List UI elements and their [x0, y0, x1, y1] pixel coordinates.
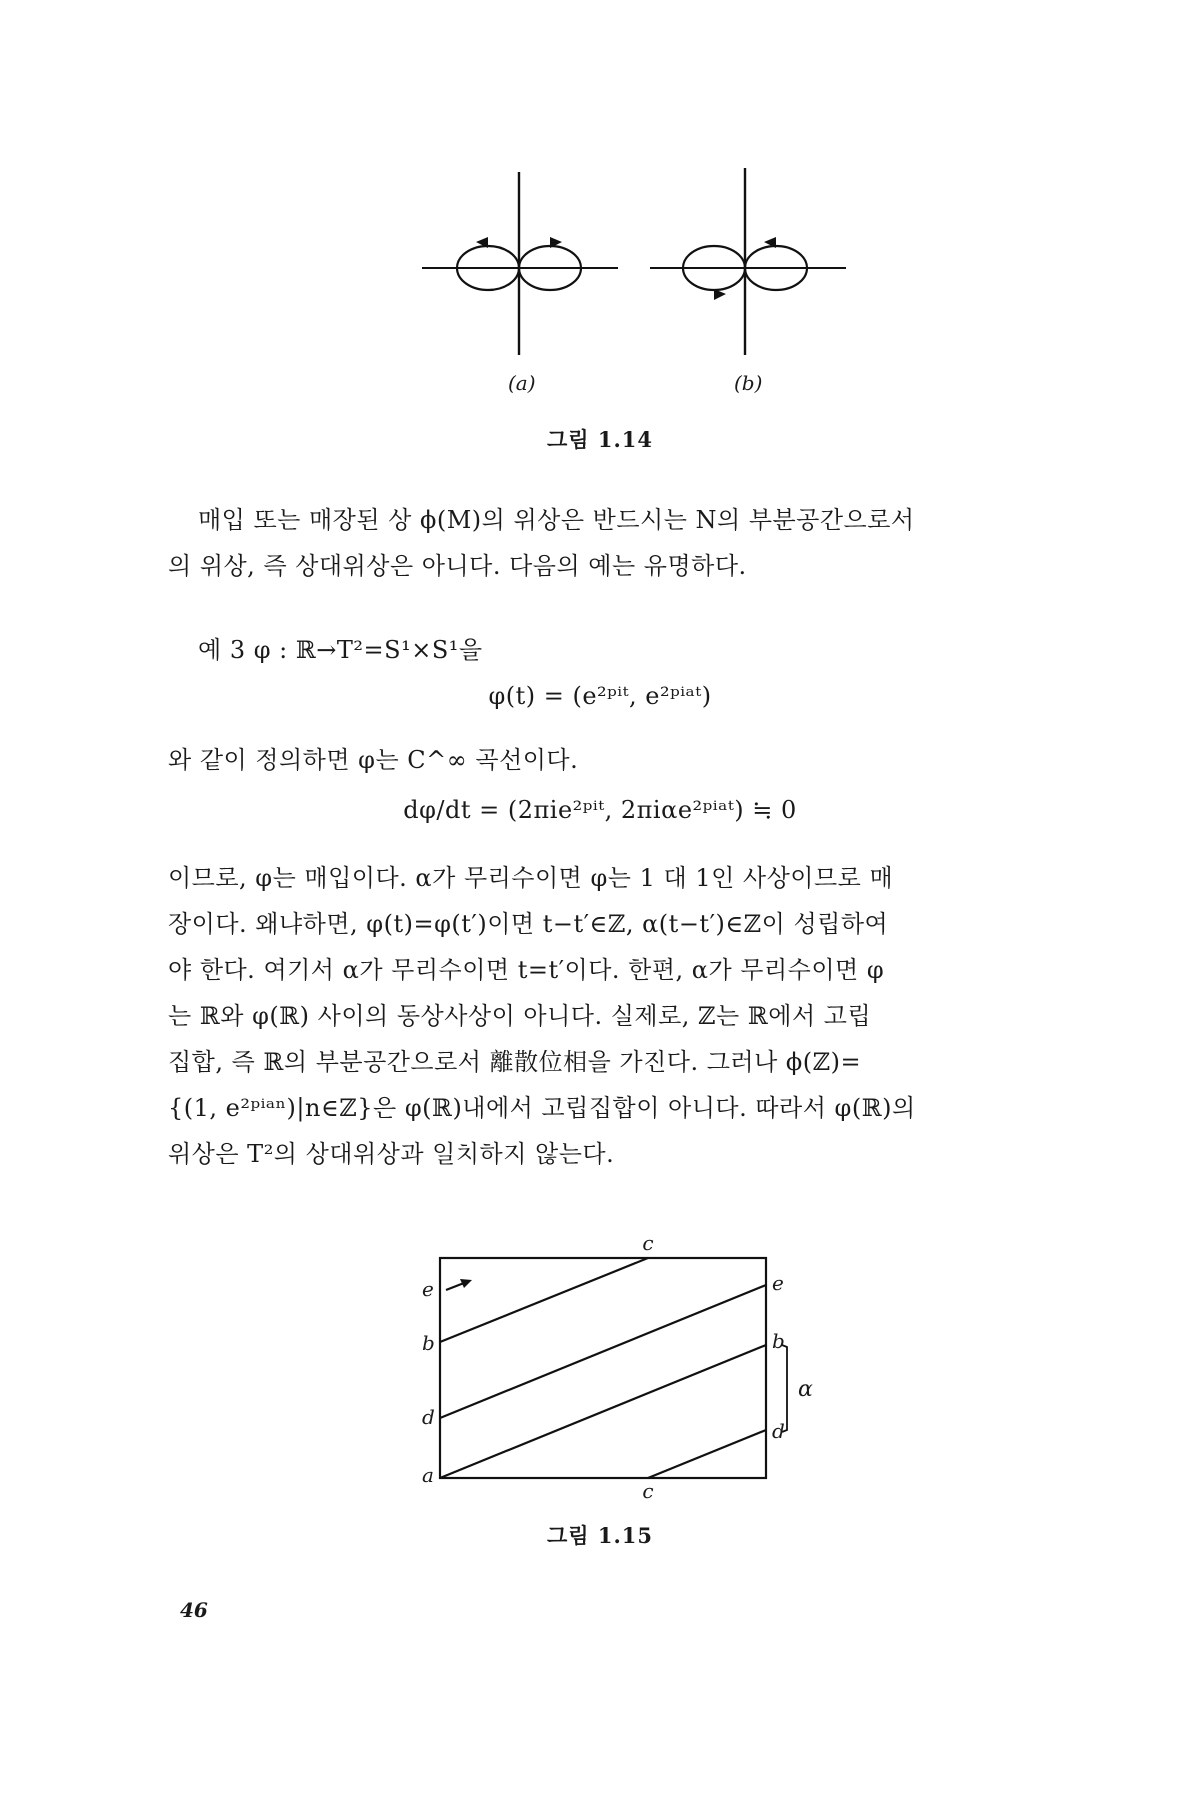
paragraph-2-line-7: 위상은 T²의 상대위상과 일치하지 않는다. [168, 1140, 615, 1168]
label-c-top: c [642, 1231, 654, 1255]
winding-line-2 [440, 1285, 766, 1418]
label-a: a [422, 1463, 434, 1487]
winding-line-4 [648, 1430, 766, 1478]
figure-1-14 [400, 160, 880, 400]
torus-square [440, 1258, 766, 1478]
label-alpha: α [798, 1377, 813, 1402]
paragraph-2-line-1: 이므로, φ는 매입이다. α가 무리수이면 φ는 1 대 1인 사상이므로 매 [168, 864, 894, 892]
paragraph-2-line-2: 장이다. 왜냐하면, φ(t)=φ(t′)이면 t−t′∈ℤ, α(t−t′)∈ℤ이 성립하여 [168, 910, 889, 938]
figure-1-14b-lemniscate [650, 168, 846, 355]
figure-1-14a-lemniscate [422, 172, 618, 355]
direction-arrow [446, 1279, 472, 1290]
figure-1-15 [400, 1230, 840, 1500]
example-3-formula-1: φ(t) = (e²ᵖⁱᵗ, e²ᵖⁱᵃᵗ) [488, 682, 712, 710]
figure-1-14b-label: (b) [734, 371, 763, 395]
winding-line-1 [440, 1258, 648, 1342]
label-d-right: d [772, 1419, 785, 1443]
label-e-right: e [772, 1271, 784, 1295]
label-c-bottom: c [642, 1479, 654, 1500]
example-3-formula-2: dφ/dt = (2πie²ᵖⁱᵗ, 2πiαe²ᵖⁱᵃᵗ) ≒ 0 [403, 796, 797, 824]
paragraph-2-line-5: 집합, 즉 ℝ의 부분공간으로서 離散位相을 가진다. 그러나 ϕ(ℤ)= [168, 1048, 862, 1076]
paragraph-2-line-6: {(1, e²ᵖⁱᵃⁿ)|n∈ℤ}은 φ(ℝ)내에서 고립집합이 아니다. 따라서 φ(ℝ)의 [168, 1094, 916, 1122]
example-3-text: 와 같이 정의하면 φ는 C^∞ 곡선이다. [168, 746, 579, 774]
paragraph-2-line-4: 는 ℝ와 φ(ℝ) 사이의 동상사상이 아니다. 실제로, ℤ는 ℝ에서 고립 [168, 1002, 872, 1030]
example-3-header: 예 3 φ : ℝ→T²=S¹×S¹을 [198, 636, 483, 664]
label-b-right: b [772, 1329, 785, 1353]
paragraph-1-line-1: 매입 또는 매장된 상 ϕ(M)의 위상은 반드시는 N의 부분공간으로서 [198, 506, 915, 534]
figure-1-14a-label: (a) [508, 371, 536, 395]
winding-line-3 [440, 1345, 766, 1478]
paragraph-1-line-2: 의 위상, 즉 상대위상은 아니다. 다음의 예는 유명하다. [168, 552, 747, 580]
label-e-left: e [422, 1277, 434, 1301]
figure-1-15-caption: 그림 1.15 [546, 1523, 654, 1548]
page-number: 46 [180, 1598, 208, 1622]
label-b-left: b [422, 1331, 435, 1355]
figure-1-14-caption: 그림 1.14 [546, 427, 654, 452]
label-d-left: d [422, 1405, 435, 1429]
paragraph-2-line-3: 야 한다. 여기서 α가 무리수이면 t=t′이다. 한편, α가 무리수이면 φ [168, 956, 885, 984]
